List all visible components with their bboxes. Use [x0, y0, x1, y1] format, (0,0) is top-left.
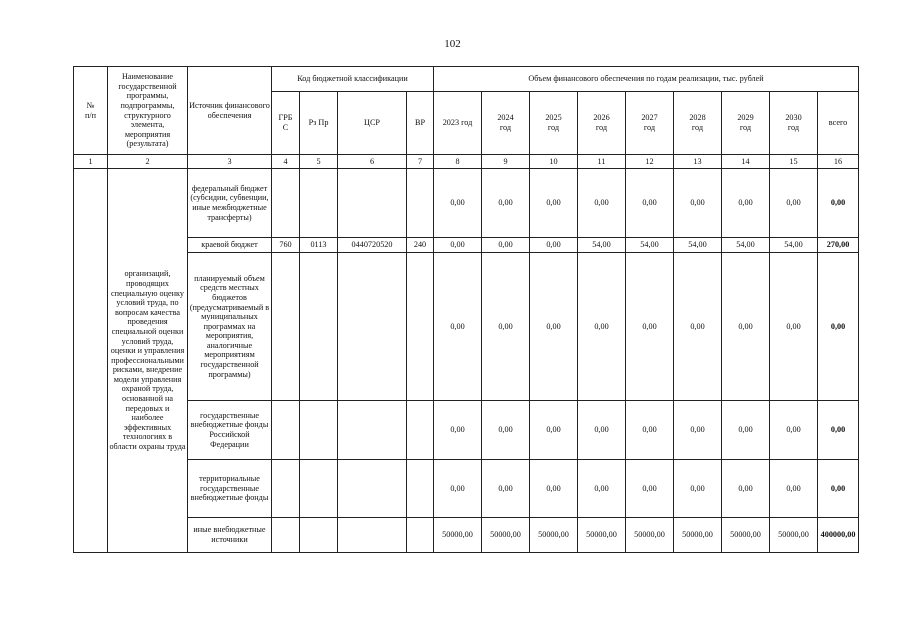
value-cell: 0,00	[722, 460, 770, 518]
value-cell: 0,00	[482, 253, 530, 401]
column-number: 7	[407, 155, 434, 169]
vr-cell	[407, 253, 434, 401]
value-cell: 50000,00	[578, 518, 626, 553]
total-cell: 400000,00	[818, 518, 859, 553]
column-number: 5	[300, 155, 338, 169]
header-vr: ВР	[407, 92, 434, 155]
grbs-cell	[272, 401, 300, 460]
csr-cell	[338, 518, 407, 553]
header-year: 2025 год	[530, 92, 578, 155]
rzpr-cell: 0113	[300, 238, 338, 253]
vr-cell: 240	[407, 238, 434, 253]
header-year: 2027 год	[626, 92, 674, 155]
value-cell: 0,00	[578, 401, 626, 460]
vr-cell	[407, 169, 434, 238]
value-cell: 0,00	[626, 253, 674, 401]
table-row	[74, 460, 859, 518]
rzpr-cell	[300, 518, 338, 553]
column-number: 4	[272, 155, 300, 169]
financing-table	[73, 66, 859, 553]
value-cell: 0,00	[578, 460, 626, 518]
value-cell: 0,00	[770, 169, 818, 238]
total-cell: 270,00	[818, 238, 859, 253]
header-year: 2026 год	[578, 92, 626, 155]
vr-cell	[407, 401, 434, 460]
total-cell: 0,00	[818, 253, 859, 401]
value-cell: 0,00	[722, 401, 770, 460]
vr-cell	[407, 518, 434, 553]
value-cell: 0,00	[434, 238, 482, 253]
source-cell: государственные внебюджетные фонды Российской Федерации	[188, 401, 272, 460]
value-cell: 0,00	[626, 169, 674, 238]
value-cell: 0,00	[578, 169, 626, 238]
vr-cell	[407, 460, 434, 518]
value-cell: 0,00	[722, 169, 770, 238]
table-row	[74, 238, 859, 253]
value-cell: 0,00	[482, 169, 530, 238]
value-cell: 54,00	[770, 238, 818, 253]
rzpr-cell	[300, 460, 338, 518]
value-cell: 0,00	[434, 169, 482, 238]
source-cell: планируемый объем средств местных бюджетов (предусматриваемый в муниципальных программах на мероприятия, аналогичные мероприятиям государственной программы)	[188, 253, 272, 401]
table-row	[74, 401, 859, 460]
value-cell: 0,00	[482, 238, 530, 253]
rzpr-cell	[300, 169, 338, 238]
value-cell: 0,00	[482, 401, 530, 460]
csr-cell	[338, 460, 407, 518]
value-cell: 50000,00	[530, 518, 578, 553]
value-cell: 50000,00	[434, 518, 482, 553]
header-year: 2028 год	[674, 92, 722, 155]
column-number: 14	[722, 155, 770, 169]
row-number-cell	[74, 169, 108, 553]
csr-cell: 0440720520	[338, 238, 407, 253]
value-cell: 54,00	[578, 238, 626, 253]
value-cell: 0,00	[626, 460, 674, 518]
value-cell: 0,00	[770, 460, 818, 518]
column-number: 8	[434, 155, 482, 169]
header-grbs: ГРБ С	[272, 92, 300, 155]
grbs-cell	[272, 518, 300, 553]
value-cell: 0,00	[722, 253, 770, 401]
source-cell: федеральный бюджет (субсидии, субвенции, иные межбюджетные трансферты)	[188, 169, 272, 238]
value-cell: 0,00	[434, 253, 482, 401]
value-cell: 50000,00	[482, 518, 530, 553]
csr-cell	[338, 169, 407, 238]
value-cell: 50000,00	[770, 518, 818, 553]
header-finance-group: Объем финансового обеспечения по годам реализации, тыс. рублей	[434, 67, 859, 92]
value-cell: 0,00	[530, 401, 578, 460]
column-number: 15	[770, 155, 818, 169]
value-cell: 0,00	[434, 401, 482, 460]
total-cell: 0,00	[818, 460, 859, 518]
rzpr-cell	[300, 253, 338, 401]
csr-cell	[338, 253, 407, 401]
table-row	[74, 518, 859, 553]
value-cell: 54,00	[722, 238, 770, 253]
column-number: 10	[530, 155, 578, 169]
header-num: № п/п	[74, 67, 108, 155]
value-cell: 50000,00	[674, 518, 722, 553]
value-cell: 0,00	[530, 169, 578, 238]
table-row	[74, 169, 859, 238]
header-total: всего	[818, 92, 859, 155]
header-year: 2029 год	[722, 92, 770, 155]
column-number: 16	[818, 155, 859, 169]
value-cell: 0,00	[770, 401, 818, 460]
value-cell: 0,00	[530, 253, 578, 401]
rzpr-cell	[300, 401, 338, 460]
column-number: 11	[578, 155, 626, 169]
source-cell: иные внебюджетные источники	[188, 518, 272, 553]
column-number: 6	[338, 155, 407, 169]
value-cell: 0,00	[674, 169, 722, 238]
column-number: 13	[674, 155, 722, 169]
value-cell: 0,00	[530, 238, 578, 253]
header-name: Наименование государственной программы, подпрограммы, структурного элемента, мероприятия (результата)	[108, 67, 188, 155]
total-cell: 0,00	[818, 401, 859, 460]
value-cell: 0,00	[578, 253, 626, 401]
row-name-cell: организаций, проводящих специальную оценку условий труда, по вопросам качества проведения специальной оценки условий труда, оценки и управления профессиональными рисками, внедрение модели управления охраной труда, основанной на передовых и наиболее эффективных технологиях в области охраны труда	[108, 169, 188, 553]
value-cell: 0,00	[626, 401, 674, 460]
value-cell: 50000,00	[722, 518, 770, 553]
value-cell: 0,00	[674, 460, 722, 518]
value-cell: 0,00	[674, 253, 722, 401]
value-cell: 0,00	[530, 460, 578, 518]
grbs-cell	[272, 169, 300, 238]
value-cell: 50000,00	[626, 518, 674, 553]
total-cell: 0,00	[818, 169, 859, 238]
value-cell: 0,00	[434, 460, 482, 518]
header-kbk-group: Код бюджетной классификации	[272, 67, 434, 92]
grbs-cell: 760	[272, 238, 300, 253]
column-number: 12	[626, 155, 674, 169]
source-cell: территориальные государственные внебюджетные фонды	[188, 460, 272, 518]
column-number: 2	[108, 155, 188, 169]
column-number: 3	[188, 155, 272, 169]
value-cell: 0,00	[674, 401, 722, 460]
header-rzpr: Рз Пр	[300, 92, 338, 155]
page-number: 102	[444, 38, 461, 50]
column-number: 9	[482, 155, 530, 169]
header-year: 2030 год	[770, 92, 818, 155]
value-cell: 0,00	[770, 253, 818, 401]
grbs-cell	[272, 460, 300, 518]
header-csr: ЦСР	[338, 92, 407, 155]
value-cell: 54,00	[626, 238, 674, 253]
header-year: 2023 год	[434, 92, 482, 155]
header-row-1	[74, 67, 859, 92]
csr-cell	[338, 401, 407, 460]
table-row	[74, 253, 859, 401]
header-source: Источник финансового обеспечения	[188, 67, 272, 155]
source-cell: краевой бюджет	[188, 238, 272, 253]
column-number: 1	[74, 155, 108, 169]
grbs-cell	[272, 253, 300, 401]
header-year: 2024 год	[482, 92, 530, 155]
value-cell: 54,00	[674, 238, 722, 253]
value-cell: 0,00	[482, 460, 530, 518]
column-numbers-row	[74, 155, 859, 169]
